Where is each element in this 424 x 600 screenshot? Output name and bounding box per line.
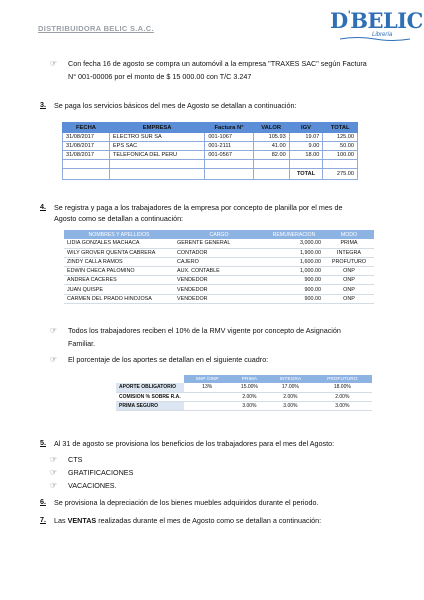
item-4-line-1: Se registra y paga a los trabajadores de la empresa por concepto de planilla por el mes de (54, 203, 343, 212)
col-total: TOTAL (323, 123, 358, 133)
cell-igv: 19.07 (289, 133, 323, 142)
table-row (64, 276, 374, 285)
col-profuturo: PROFUTURO (313, 375, 372, 383)
cell-factura: 001-1067 (205, 133, 253, 142)
cell-prima: 15.00% (231, 383, 268, 392)
cell-valor: 82.00 (253, 151, 289, 160)
logo-initial: D (330, 8, 348, 33)
rmv-line-1: Todos los trabajadores reciben el 10% de la RMV vigente por concepto de Asignación (68, 326, 341, 335)
aportes-table (116, 375, 372, 411)
belic-logo (330, 8, 423, 48)
col-valor: VALOR (253, 123, 289, 133)
cell-modo: PROFUTURO (324, 257, 374, 266)
col-cargo: CARGO (174, 230, 264, 239)
cell-remuneracion: 900.00 (264, 294, 324, 303)
item-3-text: Se paga los servicios básicos del mes de Agosto se detallan a continuación: (54, 101, 297, 110)
cell-remuneracion: 1,900.00 (264, 248, 324, 257)
page-header (0, 0, 424, 44)
cell-onp: 13% (184, 383, 231, 392)
cell-total: 50.00 (323, 142, 358, 151)
total-row (63, 169, 358, 180)
col-blank (116, 375, 184, 383)
row-label: PRIMA SEGURO (116, 401, 184, 410)
cell-nombre: LIDIA GONZALES MACHACA (64, 239, 174, 248)
col-integra: INTEGRA (268, 375, 313, 383)
col-nombres: NOMBRES Y APELLIDOS (64, 230, 174, 239)
cell-empresa: ELECTRO SUR SA (109, 133, 204, 142)
table-row (116, 401, 372, 410)
benefit-label: VACACIONES. (68, 481, 117, 490)
item-5-text: Al 31 de agosto se provisiona los beneficios de los trabajadores para el mes del Agosto: (54, 439, 335, 448)
benefit-label: CTS (68, 455, 83, 464)
item-6-text: Se provisiona la depreciación de los bienes muebles adquiridos durante el periodo. (54, 498, 319, 507)
pointing-hand-icon: ☞ (50, 59, 58, 68)
company-name: DISTRIBUIDORA BELIC S.A.C. (38, 24, 154, 33)
cell-fecha: 31/08/2017 (63, 133, 110, 142)
cell-nombre: EDWIN CHECA PALOMINO (64, 267, 174, 276)
col-modo: MODO (324, 230, 374, 239)
rmv-line-2: Familiar. (68, 339, 96, 348)
cell-remuneracion: 3,000.00 (264, 239, 324, 248)
row-label: APORTE OBLIGATORIO (116, 383, 184, 392)
table-row (64, 294, 374, 303)
item-5-number: 5. (40, 438, 46, 447)
item-7-number: 7. (40, 515, 46, 524)
cell-integra: 17.00% (268, 383, 313, 392)
cell-igv: 18.00 (289, 151, 323, 160)
aportes-header-row (116, 375, 372, 383)
col-onp: SNP /ONP (184, 375, 231, 383)
cell-modo: ONP (324, 294, 374, 303)
total-value: 275.00 (323, 169, 358, 180)
cell-modo: PRIMA (324, 239, 374, 248)
aportes-text: El porcentaje de los aportes se detallan en el siguiente cuadro: (68, 355, 269, 364)
col-empresa: EMPRESA (109, 123, 204, 133)
cell-fecha: 31/08/2017 (63, 142, 110, 151)
col-factura: Factura N° (205, 123, 253, 133)
intro-line-2: N° 001-00006 por el monto de $ 15 000.00 con T/C 3.247 (68, 72, 252, 81)
payroll-header-row (64, 230, 374, 239)
item-6-number: 6. (40, 497, 46, 506)
pointing-hand-icon: ☞ (50, 468, 58, 477)
pointing-hand-icon: ☞ (50, 355, 58, 364)
item-7-bold: VENTAS (67, 516, 97, 525)
cell-fecha: 31/08/2017 (63, 151, 110, 160)
col-remuneracion: REMUNERACION (264, 230, 324, 239)
logo-wave-icon (340, 36, 410, 42)
cell-total: 100.00 (323, 151, 358, 160)
cell-onp (184, 401, 231, 410)
cell-profuturo: 18.00% (313, 383, 372, 392)
item-7-post: realizadas durante el mes de Agosto como se detallan a continuación: (96, 516, 322, 525)
table-row (64, 248, 374, 257)
cell-remuneracion: 900.00 (264, 276, 324, 285)
cell-remuneracion: 900.00 (264, 285, 324, 294)
cell-profuturo: 2.00% (313, 392, 372, 401)
cell-cargo: CONTADOR (174, 248, 264, 257)
cell-cargo: VENDEDOR (174, 285, 264, 294)
cell-onp (184, 392, 231, 401)
table-row (64, 239, 374, 248)
cell-factura: 001-2111 (205, 142, 253, 151)
cell-valor: 105.93 (253, 133, 289, 142)
table-row (63, 142, 358, 151)
cell-nombre: JUAN QUISPE (64, 285, 174, 294)
cell-integra: 2.00% (268, 392, 313, 401)
cell-remuneracion: 1,600.00 (264, 257, 324, 266)
col-fecha: FECHA (63, 123, 110, 133)
cell-cargo: CAJERO (174, 257, 264, 266)
logo-subtitle: Librería (372, 32, 393, 38)
total-label: TOTAL (289, 169, 323, 180)
pointing-hand-icon: ☞ (50, 481, 58, 490)
item-4-number: 4. (40, 202, 46, 211)
cell-cargo: AUX. CONTABLE (174, 267, 264, 276)
col-prima: PRIMA (231, 375, 268, 383)
cell-prima: 3.00% (231, 401, 268, 410)
table-row (63, 133, 358, 142)
table-row-blank (63, 160, 358, 169)
cell-empresa: EPS SAC (109, 142, 204, 151)
logo-apostrophe: ' (347, 10, 351, 21)
table-row (116, 383, 372, 392)
intro-line-1: Con fecha 16 de agosto se compra un automóvil a la empresa "TRAXES SAC" según Factura (68, 59, 367, 68)
col-igv: IGV (289, 123, 323, 133)
cell-modo: ONP (324, 276, 374, 285)
cell-nombre: ANDREA CACERES (64, 276, 174, 285)
cell-modo: INTEGRA (324, 248, 374, 257)
services-header-row (63, 123, 358, 133)
cell-remuneracion: 1,000.00 (264, 267, 324, 276)
cell-empresa: TELEFONICA DEL PERU (109, 151, 204, 160)
cell-igv: 9.00 (289, 142, 323, 151)
cell-cargo: VENDEDOR (174, 294, 264, 303)
cell-cargo: VENDEDOR (174, 276, 264, 285)
table-row (116, 392, 372, 401)
table-row (64, 285, 374, 294)
cell-nombre: ZINDY CALLA RAMOS (64, 257, 174, 266)
benefit-label: GRATIFICACIONES (68, 468, 134, 477)
cell-modo: ONP (324, 267, 374, 276)
cell-cargo: GERENTE GENERAL (174, 239, 264, 248)
cell-valor: 41.00 (253, 142, 289, 151)
cell-nombre: CARMEN DEL PRADO HINOJOSA (64, 294, 174, 303)
table-row (63, 151, 358, 160)
table-row (64, 257, 374, 266)
item-4-line-2: Agosto como se detallan a continuación: (54, 214, 184, 223)
item-7-pre: Las (54, 516, 68, 525)
table-row (64, 267, 374, 276)
cell-factura: 001-0567 (205, 151, 253, 160)
cell-integra: 3.00% (268, 401, 313, 410)
cell-nombre: WILY GROVER QUENTA CABRERA (64, 248, 174, 257)
pointing-hand-icon: ☞ (50, 326, 58, 335)
logo-word: BELIC (350, 8, 423, 33)
cell-prima: 2.00% (231, 392, 268, 401)
services-table (62, 122, 358, 180)
row-label: COMISION % SOBRE R.A. (116, 392, 184, 401)
item-3-number: 3. (40, 100, 46, 109)
item-7-text (54, 515, 321, 526)
cell-modo: ONP (324, 285, 374, 294)
cell-profuturo: 3.00% (313, 401, 372, 410)
pointing-hand-icon: ☞ (50, 455, 58, 464)
cell-total: 125.00 (323, 133, 358, 142)
payroll-table (64, 230, 374, 304)
